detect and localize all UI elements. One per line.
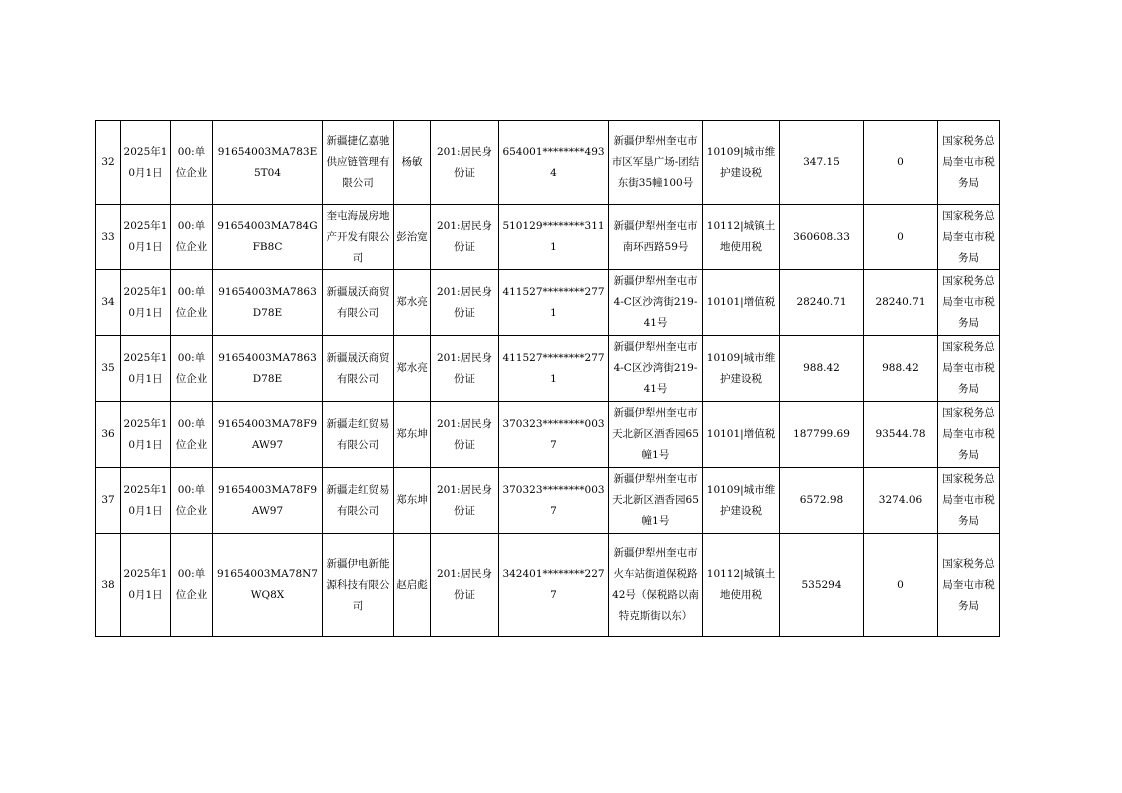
id-type-cell: 201:居民身份证 xyxy=(431,534,499,637)
tax-item-cell: 10112|城镇土地使用税 xyxy=(703,205,780,270)
id-type-cell: 201:居民身份证 xyxy=(431,336,499,402)
id-type-cell: 201:居民身份证 xyxy=(431,205,499,270)
table-row xyxy=(96,121,1000,205)
id-number-cell: 342401********2277 xyxy=(499,534,609,637)
tax-authority-cell: 国家税务总局奎屯市税务局 xyxy=(938,534,1000,637)
legal-representative-cell: 彭治宽 xyxy=(394,205,431,270)
address-cell: 新疆伊犁州奎屯市4-C区沙湾街219-41号 xyxy=(609,336,703,402)
tax-amount-cell: 347.15 xyxy=(780,121,864,205)
tax-amount-cell: 360608.33 xyxy=(780,205,864,270)
table-row xyxy=(96,534,1000,637)
taxpayer-type-cell: 00:单位企业 xyxy=(171,402,213,468)
credit-code-cell: 91654003MA784GFB8C xyxy=(213,205,323,270)
id-type-cell: 201:居民身份证 xyxy=(431,402,499,468)
date-cell: 2025年10月1日 xyxy=(121,336,171,402)
tax-item-cell: 10109|城市维护建设税 xyxy=(703,468,780,534)
tax-amount-cell: 535294 xyxy=(780,534,864,637)
row-number-cell: 35 xyxy=(96,336,121,402)
id-number-cell: 370323********0037 xyxy=(499,402,609,468)
company-name-cell: 新疆走红贸易有限公司 xyxy=(323,468,394,534)
credit-code-cell: 91654003MA7863D78E xyxy=(213,270,323,336)
id-number-cell: 510129********3111 xyxy=(499,205,609,270)
tax-item-cell: 10101|增值税 xyxy=(703,270,780,336)
tax-item-cell: 10109|城市维护建设税 xyxy=(703,121,780,205)
arrears-amount-cell: 3274.06 xyxy=(864,468,938,534)
company-name-cell: 新疆伊电新能源科技有限公司 xyxy=(323,534,394,637)
tax-item-cell: 10109|城市维护建设税 xyxy=(703,336,780,402)
id-number-cell: 411527********2771 xyxy=(499,336,609,402)
company-name-cell: 奎屯海晟房地产开发有限公司 xyxy=(323,205,394,270)
legal-representative-cell: 郑水亮 xyxy=(394,336,431,402)
table-row xyxy=(96,336,1000,402)
address-cell: 新疆伊犁州奎屯市火车站街道保税路42号（保税路以南特克斯街以东） xyxy=(609,534,703,637)
address-cell: 新疆伊犁州奎屯市天北新区酒香园65幢1号 xyxy=(609,402,703,468)
id-type-cell: 201:居民身份证 xyxy=(431,468,499,534)
legal-representative-cell: 郑水亮 xyxy=(394,270,431,336)
table-row xyxy=(96,402,1000,468)
arrears-amount-cell: 0 xyxy=(864,534,938,637)
date-cell: 2025年10月1日 xyxy=(121,205,171,270)
tax-authority-cell: 国家税务总局奎屯市税务局 xyxy=(938,402,1000,468)
legal-representative-cell: 杨敏 xyxy=(394,121,431,205)
taxpayer-type-cell: 00:单位企业 xyxy=(171,534,213,637)
id-number-cell: 370323********0037 xyxy=(499,468,609,534)
taxpayer-type-cell: 00:单位企业 xyxy=(171,121,213,205)
row-number-cell: 33 xyxy=(96,205,121,270)
row-number-cell: 37 xyxy=(96,468,121,534)
company-name-cell: 新疆晟沃商贸有限公司 xyxy=(323,270,394,336)
tax-authority-cell: 国家税务总局奎屯市税务局 xyxy=(938,205,1000,270)
id-type-cell: 201:居民身份证 xyxy=(431,121,499,205)
taxpayer-type-cell: 00:单位企业 xyxy=(171,336,213,402)
tax-authority-cell: 国家税务总局奎屯市税务局 xyxy=(938,468,1000,534)
credit-code-cell: 91654003MA78F9AW97 xyxy=(213,468,323,534)
row-number-cell: 34 xyxy=(96,270,121,336)
tax-amount-cell: 988.42 xyxy=(780,336,864,402)
table-row xyxy=(96,205,1000,270)
date-cell: 2025年10月1日 xyxy=(121,402,171,468)
row-number-cell: 32 xyxy=(96,121,121,205)
legal-representative-cell: 郑东坤 xyxy=(394,402,431,468)
credit-code-cell: 91654003MA7863D78E xyxy=(213,336,323,402)
id-number-cell: 654001********4934 xyxy=(499,121,609,205)
arrears-amount-cell: 93544.78 xyxy=(864,402,938,468)
tax-authority-cell: 国家税务总局奎屯市税务局 xyxy=(938,270,1000,336)
tax-records-table xyxy=(95,120,1000,637)
taxpayer-type-cell: 00:单位企业 xyxy=(171,468,213,534)
legal-representative-cell: 赵启彪 xyxy=(394,534,431,637)
taxpayer-type-cell: 00:单位企业 xyxy=(171,205,213,270)
date-cell: 2025年10月1日 xyxy=(121,468,171,534)
legal-representative-cell: 郑东坤 xyxy=(394,468,431,534)
credit-code-cell: 91654003MA78F9AW97 xyxy=(213,402,323,468)
table-row xyxy=(96,468,1000,534)
tax-amount-cell: 6572.98 xyxy=(780,468,864,534)
arrears-amount-cell: 0 xyxy=(864,121,938,205)
arrears-amount-cell: 988.42 xyxy=(864,336,938,402)
row-number-cell: 38 xyxy=(96,534,121,637)
date-cell: 2025年10月1日 xyxy=(121,121,171,205)
date-cell: 2025年10月1日 xyxy=(121,534,171,637)
tax-item-cell: 10101|增值税 xyxy=(703,402,780,468)
taxpayer-type-cell: 00:单位企业 xyxy=(171,270,213,336)
address-cell: 新疆伊犁州奎屯市4-C区沙湾街219-41号 xyxy=(609,270,703,336)
tax-authority-cell: 国家税务总局奎屯市税务局 xyxy=(938,121,1000,205)
credit-code-cell: 91654003MA783E5T04 xyxy=(213,121,323,205)
date-cell: 2025年10月1日 xyxy=(121,270,171,336)
arrears-amount-cell: 0 xyxy=(864,205,938,270)
company-name-cell: 新疆捷亿嘉驰供应链管理有限公司 xyxy=(323,121,394,205)
credit-code-cell: 91654003MA78N7WQ8X xyxy=(213,534,323,637)
address-cell: 新疆伊犁州奎屯市南环西路59号 xyxy=(609,205,703,270)
address-cell: 新疆伊犁州奎屯市天北新区酒香园65幢1号 xyxy=(609,468,703,534)
tax-amount-cell: 187799.69 xyxy=(780,402,864,468)
tax-item-cell: 10112|城镇土地使用税 xyxy=(703,534,780,637)
tax-amount-cell: 28240.71 xyxy=(780,270,864,336)
id-number-cell: 411527********2771 xyxy=(499,270,609,336)
arrears-amount-cell: 28240.71 xyxy=(864,270,938,336)
company-name-cell: 新疆晟沃商贸有限公司 xyxy=(323,336,394,402)
row-number-cell: 36 xyxy=(96,402,121,468)
table-row xyxy=(96,270,1000,336)
company-name-cell: 新疆走红贸易有限公司 xyxy=(323,402,394,468)
tax-authority-cell: 国家税务总局奎屯市税务局 xyxy=(938,336,1000,402)
id-type-cell: 201:居民身份证 xyxy=(431,270,499,336)
address-cell: 新疆伊犁州奎屯市市区军垦广场-团结东街35幢100号 xyxy=(609,121,703,205)
